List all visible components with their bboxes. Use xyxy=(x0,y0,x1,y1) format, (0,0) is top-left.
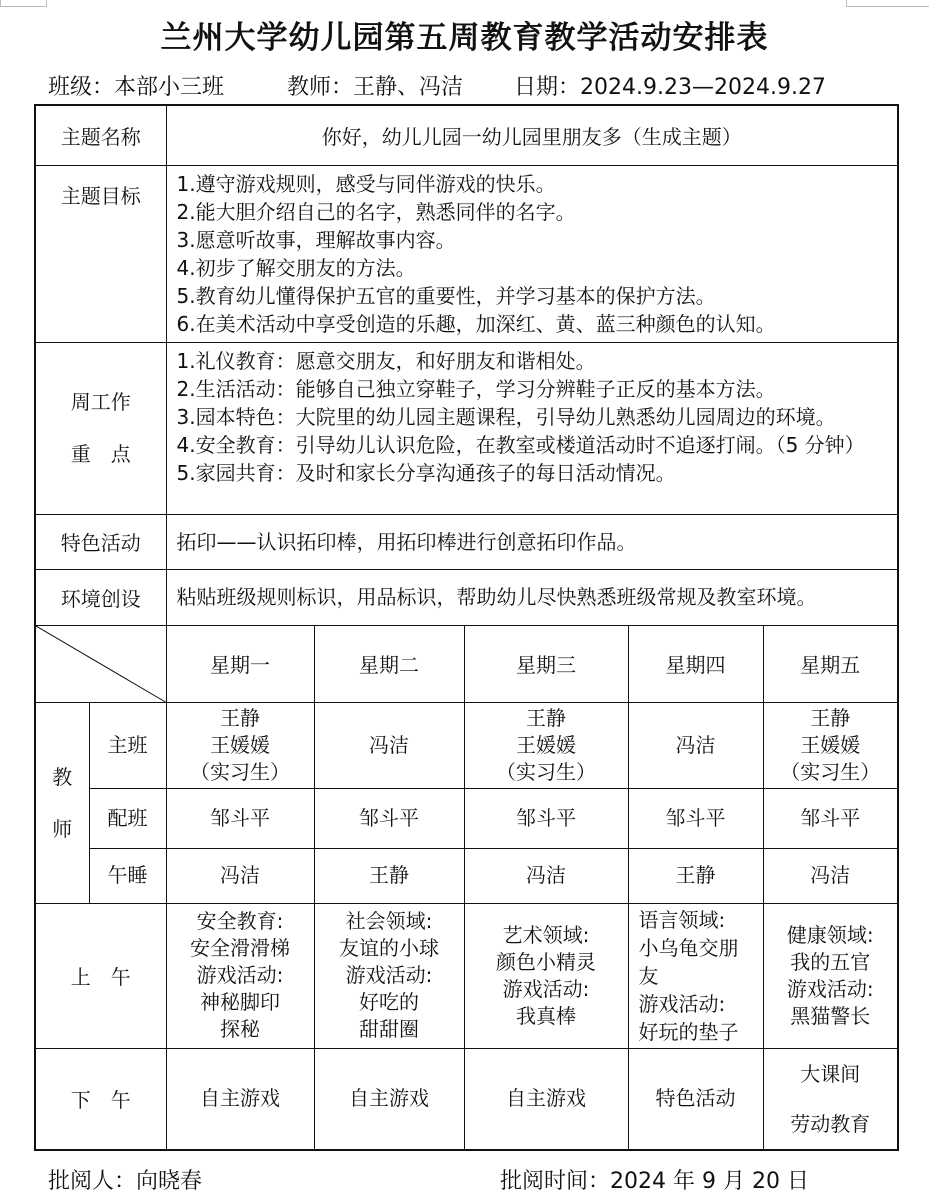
morning-activity-line: 游戏活动: xyxy=(502,976,590,1001)
assist-teacher-cell: 邹斗平 xyxy=(464,788,628,848)
main-teacher-cell xyxy=(763,702,898,788)
main-teacher-row xyxy=(35,702,898,788)
morning-activity-cell xyxy=(166,903,314,1048)
goal-item: 1.遵守游戏规则，感受与同伴游戏的快乐。 xyxy=(176,171,556,196)
assist-teacher-cell: 邹斗平 xyxy=(628,788,763,848)
goals-label: 主题目标 xyxy=(35,165,166,342)
main-teacher-line: 王静 xyxy=(810,705,851,730)
reviewer-label: 批阅人：向晓春 xyxy=(48,1169,203,1194)
class-label: 班级：本部小三班 xyxy=(48,75,225,100)
goal-item: 6.在美术活动中享受创造的乐趣，加深红、黄、蓝三种颜色的认知。 xyxy=(176,311,776,336)
focus-row xyxy=(35,342,898,514)
day-header: 星期一 xyxy=(166,625,314,702)
theme-row xyxy=(35,105,898,165)
morning-activity-line: 安全教育: xyxy=(196,909,284,933)
main-teacher-line: （实习生） xyxy=(780,759,881,784)
morning-activity-line: 黑猫警长 xyxy=(790,1003,871,1028)
morning-activity-line: 游戏活动: xyxy=(196,963,284,987)
morning-activity-line: 安全滑滑梯 xyxy=(190,936,290,960)
day-header: 星期四 xyxy=(628,625,763,702)
main-teacher-cell xyxy=(166,702,314,788)
focus-label xyxy=(35,342,166,514)
afternoon-label: 下 午 xyxy=(35,1048,166,1150)
theme-value: 你好，幼儿儿园一幼儿园里朋友多（生成主题） xyxy=(166,105,898,165)
main-teacher-line: 冯洁 xyxy=(369,732,409,757)
assist-teacher-row xyxy=(35,788,898,848)
focus-item: 5.家园共育：及时和家长分享沟通孩子的每日活动情况。 xyxy=(176,460,676,485)
page-title: 兰州大学幼儿园第五周教育教学活动安排表 xyxy=(160,20,769,56)
focus-item: 1.礼仪教育：愿意交朋友，和好朋友和谐相处。 xyxy=(176,348,596,373)
focus-item: 4.安全教育：引导幼儿认识危险，在教室或楼道活动时不追逐打闹。（5 分钟） xyxy=(176,432,865,457)
main-teacher-label: 主班 xyxy=(89,702,166,788)
morning-row xyxy=(35,903,898,1048)
nap-teacher-cell: 王静 xyxy=(314,848,464,903)
morning-activity-line: 健康领域: xyxy=(786,922,874,947)
assist-teacher-cell: 邹斗平 xyxy=(166,788,314,848)
focus-label-line1: 周工作 xyxy=(70,390,131,414)
focus-item: 2.生活活动：能够自己独立穿鞋子，学习分辨鞋子正反的基本方法。 xyxy=(176,376,776,401)
morning-activity-line: 友 xyxy=(638,963,659,988)
goal-item: 2.能大胆介绍自己的名字，熟悉同伴的名字。 xyxy=(176,199,576,224)
morning-activity-cell xyxy=(763,903,898,1048)
afternoon-activity-cell xyxy=(314,1048,464,1150)
environment-label: 环境创设 xyxy=(35,569,166,625)
morning-activity-line: 探秘 xyxy=(220,1017,260,1041)
top-edge-mark-left xyxy=(0,0,47,7)
environment-row xyxy=(35,569,898,625)
nap-teacher-cell: 冯洁 xyxy=(166,848,314,903)
morning-activity-line: 游戏活动: xyxy=(786,976,874,1001)
morning-activity-line: 社会领域: xyxy=(345,909,433,933)
top-edge-mark-right xyxy=(846,0,929,7)
morning-activity-line: 好吃的 xyxy=(359,990,419,1014)
morning-activity-line: 我的五官 xyxy=(790,949,871,974)
main-teacher-cell xyxy=(628,702,763,788)
review-time-label: 批阅时间：2024 年 9 月 20 日 xyxy=(500,1169,809,1194)
focus-label-line2: 重 点 xyxy=(70,442,131,466)
day-header: 星期五 xyxy=(763,625,898,702)
morning-activity-line: 游戏活动: xyxy=(345,963,433,987)
day-header: 星期二 xyxy=(314,625,464,702)
afternoon-activity-cell xyxy=(763,1048,898,1150)
main-teacher-line: （实习生） xyxy=(190,759,290,784)
days-header-row xyxy=(35,625,898,702)
date-label: 日期：2024.9.23—2024.9.27 xyxy=(514,75,826,100)
afternoon-activity-cell xyxy=(628,1048,763,1150)
nap-teacher-label: 午睡 xyxy=(89,848,166,903)
afternoon-activity-line: 自主游戏 xyxy=(349,1086,429,1111)
diagonal-line xyxy=(36,626,166,702)
goal-item: 5.教育幼儿懂得保护五官的重要性，并学习基本的保护方法。 xyxy=(176,283,716,308)
morning-activity-line: 小乌龟交朋 xyxy=(638,935,739,960)
nap-teacher-row xyxy=(35,848,898,903)
morning-activity-line: 艺术领域: xyxy=(502,922,590,947)
goal-item: 4.初步了解交朋友的方法。 xyxy=(176,255,416,280)
schedule-table xyxy=(34,104,899,1151)
afternoon-activity-cell xyxy=(166,1048,314,1150)
environment-value: 粘贴班级规则标识，用品标识，帮助幼儿尽快熟悉班级常规及教室环境。 xyxy=(166,569,898,625)
morning-activity-line: 游戏活动: xyxy=(638,991,726,1016)
feature-row xyxy=(35,514,898,569)
goals-row xyxy=(35,165,898,342)
nap-teacher-cell: 王静 xyxy=(628,848,763,903)
afternoon-activity-line: 劳动教育 xyxy=(790,1111,871,1136)
main-teacher-line: 王媛媛 xyxy=(516,732,576,757)
morning-label: 上 午 xyxy=(35,903,166,1048)
teachers-label-line1: 教 xyxy=(52,764,73,789)
morning-activity-line: 友谊的小球 xyxy=(339,936,439,960)
diagonal-header-cell xyxy=(35,625,166,702)
main-teacher-cell xyxy=(314,702,464,788)
teachers-group-label xyxy=(35,702,89,903)
morning-activity-line: 语言领域: xyxy=(638,907,726,932)
main-teacher-line: 冯洁 xyxy=(675,732,716,757)
afternoon-row xyxy=(35,1048,898,1150)
afternoon-activity-line: 自主游戏 xyxy=(200,1086,280,1111)
main-teacher-line: （实习生） xyxy=(496,759,596,784)
morning-activity-line: 颜色小精灵 xyxy=(496,949,596,974)
morning-activity-cell xyxy=(464,903,628,1048)
main-teacher-line: 王静 xyxy=(526,705,566,730)
assist-teacher-cell: 邹斗平 xyxy=(314,788,464,848)
assist-teacher-label: 配班 xyxy=(89,788,166,848)
morning-activity-cell xyxy=(628,903,763,1048)
afternoon-activity-line: 自主游戏 xyxy=(506,1086,586,1111)
focus-list xyxy=(166,342,898,514)
afternoon-activity-cell xyxy=(464,1048,628,1150)
afternoon-activity-line: 大课间 xyxy=(800,1061,861,1086)
day-header: 星期三 xyxy=(464,625,628,702)
main-teacher-line: 王媛媛 xyxy=(210,732,270,757)
goal-item: 3.愿意听故事，理解故事内容。 xyxy=(176,227,456,252)
feature-value: 拓印——认识拓印棒，用拓印棒进行创意拓印作品。 xyxy=(166,514,898,569)
nap-teacher-cell: 冯洁 xyxy=(763,848,898,903)
morning-activity-line: 好玩的垫子 xyxy=(638,1019,739,1044)
goals-list xyxy=(166,165,898,342)
teachers-label-line2: 师 xyxy=(52,816,73,841)
morning-activity-line: 神秘脚印 xyxy=(200,990,280,1014)
morning-activity-line: 我真棒 xyxy=(516,1003,576,1028)
nap-teacher-cell: 冯洁 xyxy=(464,848,628,903)
afternoon-activity-line: 特色活动 xyxy=(655,1086,736,1111)
theme-label: 主题名称 xyxy=(35,105,166,165)
main-teacher-line: 王媛媛 xyxy=(800,732,861,757)
main-teacher-line: 王静 xyxy=(220,705,260,730)
morning-activity-cell xyxy=(314,903,464,1048)
teacher-label: 教师：王静、冯洁 xyxy=(287,75,464,100)
morning-activity-line: 甜甜圈 xyxy=(359,1017,419,1041)
main-teacher-cell xyxy=(464,702,628,788)
focus-item: 3.园本特色：大院里的幼儿园主题课程，引导幼儿熟悉幼儿园周边的环境。 xyxy=(176,404,836,429)
assist-teacher-cell: 邹斗平 xyxy=(763,788,898,848)
feature-label: 特色活动 xyxy=(35,514,166,569)
